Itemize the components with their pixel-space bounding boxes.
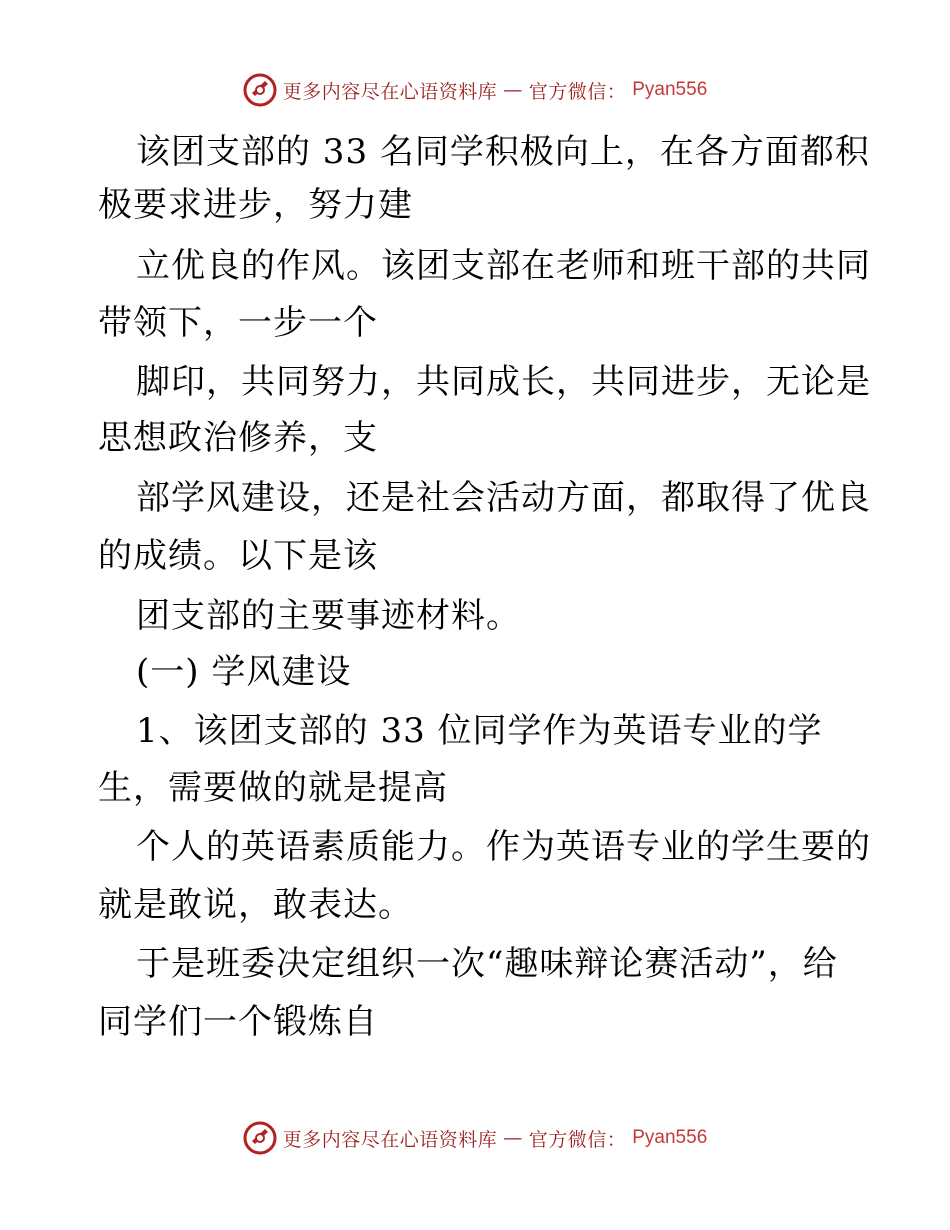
paragraph-line: 1、该团支部的 33 位同学作为英语专业的学 — [136, 711, 823, 751]
footer-wechat-label: 官方微信： — [528, 1128, 627, 1151]
paragraph-line: 带领下，一步一个 — [98, 303, 378, 343]
section-heading: (一) 学风建设 — [136, 652, 352, 692]
header-wechat-label: 官方微信： — [528, 80, 627, 103]
paragraph-line: 个人的英语素质能力。作为英语专业的学生要的 — [136, 827, 871, 867]
header-wechat-id: Pyan556 — [632, 79, 708, 100]
footer-wechat-id: Pyan556 — [632, 1127, 708, 1148]
footer-separator: — — [503, 1127, 523, 1149]
footer-site-name: 更多内容尽在心语资料库 — [282, 1128, 498, 1151]
paragraph-line: 思想政治修养，支 — [98, 418, 378, 458]
footer-banner — [0, 1114, 950, 1162]
paragraph-line: 该团支部的 33 名同学积极向上，在各方面都积 — [136, 132, 870, 172]
paragraph-line: 部学风建设，还是社会活动方面，都取得了优良 — [136, 478, 871, 518]
header-banner — [0, 66, 950, 114]
paragraph-line: 脚印，共同努力，共同成长，共同进步，无论是 — [136, 362, 871, 402]
header-site-name: 更多内容尽在心语资料库 — [282, 80, 498, 103]
paragraph-line: 同学们一个锻炼自 — [98, 1002, 378, 1042]
paragraph-line: 极要求进步，努力建 — [98, 185, 413, 225]
paragraph-line: 团支部的主要事迹材料。 — [136, 596, 521, 636]
paragraph-line: 于是班委决定组织一次“趣味辩论赛活动”，给 — [136, 944, 838, 984]
header-separator: — — [503, 79, 523, 101]
seal-logo-icon — [243, 73, 277, 107]
paragraph-line: 立优良的作风。该团支部在老师和班干部的共同 — [136, 246, 871, 286]
paragraph-line: 生，需要做的就是提高 — [98, 768, 448, 808]
seal-logo-icon — [243, 1121, 277, 1155]
paragraph-line: 就是敢说，敢表达。 — [98, 885, 413, 925]
paragraph-line: 的成绩。以下是该 — [98, 536, 378, 576]
